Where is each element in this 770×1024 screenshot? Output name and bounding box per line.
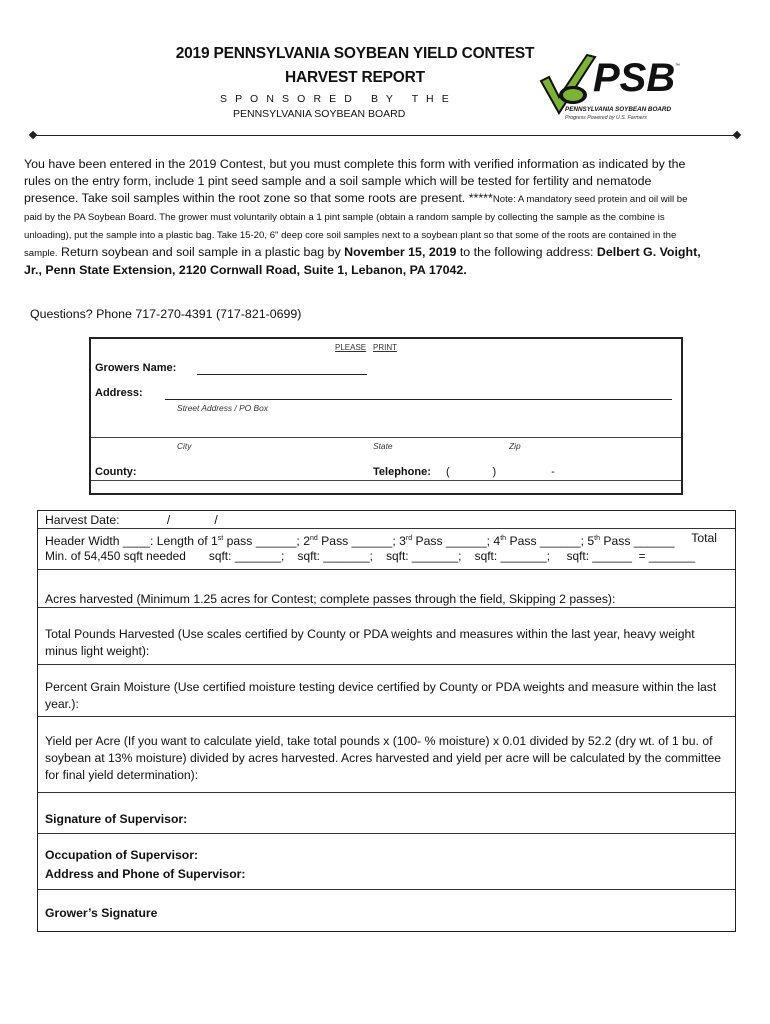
harvest-date-field[interactable]: Harvest Date: / / bbox=[45, 513, 218, 527]
yield-per-acre-field[interactable]: Yield per Acre (If you want to calculate yield, take total pounds x (100- % moisture) x 0.01 divided by 52.2 (dry wt. of 1 bu. of soybean at 13% moisture) divided by acres harvested. Acres harvested and yield per acre will be calculated by the committee for final yield determination): bbox=[45, 734, 722, 782]
supervisor-signature-field[interactable]: Signature of Supervisor: bbox=[45, 812, 188, 826]
growers-name-label: Growers Name: bbox=[95, 362, 177, 374]
grain-moisture-field[interactable]: Percent Grain Moisture (Use certified moisture testing device certified by County or PDA weights and measure within the last year.): bbox=[45, 680, 717, 711]
questions-phone: Questions? Phone 717-270-4391 (717-821-0699) bbox=[30, 307, 302, 321]
divider-rule bbox=[34, 135, 736, 136]
sqft-row[interactable]: Min. of 54,450 sqft needed sqft: _______; sqft: _______; sqft: _______; sqft: _______; sqft: ______ = _______ bbox=[45, 549, 696, 563]
supervisor-occupation-field[interactable]: Occupation of Supervisor: bbox=[45, 848, 199, 862]
header-width-row[interactable]: Header Width ____: Length of 1st pass ______; 2nd Pass ______; 3rd Pass ______; 4th Pass ______; 5th Pass ______ bbox=[45, 534, 675, 549]
svg-text:Progress Powered by U.S. Farme: Progress Powered by U.S. Farmers bbox=[565, 115, 647, 121]
city-hint: City bbox=[177, 441, 192, 451]
grower-info-box bbox=[89, 337, 683, 495]
total-label: Total bbox=[691, 531, 717, 545]
zip-hint: Zip bbox=[509, 441, 521, 451]
growers-name-field[interactable] bbox=[197, 374, 367, 375]
harvest-report-table bbox=[37, 510, 736, 932]
acres-harvested-field[interactable]: Acres harvested (Minimum 1.25 acres for Contest; complete passes through the field, Skipping 2 passes): bbox=[45, 592, 616, 606]
state-hint: State bbox=[373, 441, 393, 451]
telephone-field[interactable]: ( ) - bbox=[446, 466, 555, 478]
please-label: PLEASE bbox=[335, 343, 367, 352]
form-subtitle: HARVEST REPORT bbox=[285, 69, 425, 86]
intro-paragraph: You have been entered in the 2019 Contest, but you must complete this form with verified information as indicated by the rules on the entry form, include 1 pint seed sample and a soil sample which will be tested for fertility and nematode presence. Take soil samples within the root zone so that some roots are present. *****Note: A mandatory seed protein and oil will be paid by the PA Soybean Board. The grower must voluntarily obtain a 1 pint sample (obtain a random sample by collecting the sample as the combine is unloading), put the sample into a plastic bag. Take 15-20, 6" deep core soil samples next to a soybean plant so that some of the roots are contained in the sample. Return soybean and soil sample in a plastic bag by November 15, 2019 to the following address: Delbert G. Voight, Jr., Penn State Extension, 2120 Cornwall Road, Suite 1, Lebanon, PA 17042. bbox=[24, 157, 701, 277]
street-address-field[interactable] bbox=[165, 399, 672, 400]
address-label: Address: bbox=[95, 387, 143, 399]
sponsor-name: PENNSYLVANIA SOYBEAN BOARD bbox=[233, 108, 406, 120]
psb-logo bbox=[537, 47, 687, 122]
telephone-label: Telephone: bbox=[373, 466, 431, 478]
svg-text:PSB: PSB bbox=[593, 56, 676, 100]
form-title: 2019 PENNSYLVANIA SOYBEAN YIELD CONTEST bbox=[175, 45, 535, 62]
svg-text:PENNSYLVANIA SOYBEAN BOARD: PENNSYLVANIA SOYBEAN BOARD bbox=[565, 106, 672, 113]
street-hint: Street Address / PO Box bbox=[177, 403, 268, 413]
sponsored-by: S P O N S O R E D B Y T H E bbox=[220, 93, 452, 105]
total-pounds-field[interactable]: Total Pounds Harvested (Use scales certified by County or PDA weights and measures within the last year, heavy weight minus light weight): bbox=[45, 627, 695, 658]
svg-text:™: ™ bbox=[675, 63, 680, 69]
supervisor-address-phone-field[interactable]: Address and Phone of Supervisor: bbox=[45, 867, 246, 881]
county-label: County: bbox=[95, 466, 137, 478]
print-label: PRINT bbox=[373, 343, 397, 352]
grower-signature-field[interactable]: Grower’s Signature bbox=[45, 906, 158, 920]
